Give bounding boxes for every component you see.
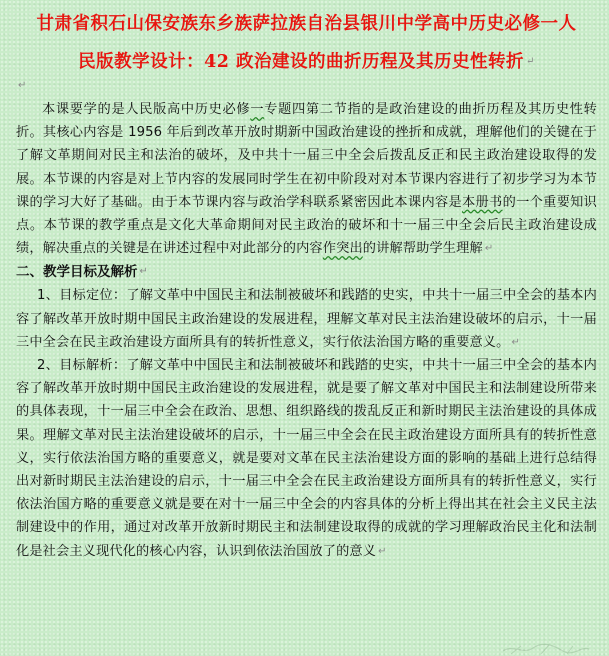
paragraph-mark-icon: ↵ — [378, 545, 387, 557]
spelling-flag: 一 — [250, 102, 265, 117]
intro-text-2: 专题四第二节指的是政治建设的曲折历程及其历史性转折。其核心内容是 1956 年后到改革开放时期新中国政治建设的挫折和成就，理解他们的关键在于了解文革期间对民主和法治的破坏，及中共十一届三中全会后拨乱反正和民主政治建设取得的发展。本节课的内容是对上节内容的发展同时学生在初中阶段对对本节课内容进行了初步学习为本节课的学习大好了基础。由于本节课内容与政治学科联系紧密因此本课内容是 — [16, 102, 597, 210]
objective-1-text: 1、目标定位：了解文革中中国民主和法制被破坏和践踏的史实，中共十一届三中全会的基本内容了解改革开放时期中国民主政治建设的发展进程，理解文革对民主法治建设破坏的启示，十一届三中全会在民主政治建设方面所具有的转折性意义，实行依法治国方略的重要意义。 — [16, 288, 597, 350]
spelling-flag: 作突出 — [322, 241, 363, 257]
paragraph-mark-icon: ↵ — [526, 56, 535, 67]
paragraph-mark-icon: ↵ — [511, 336, 521, 348]
paragraph-mark-icon: ↵ — [484, 243, 494, 255]
document-title — [16, 8, 597, 78]
objective-2-text: 2、目标解析：了解文革中中国民主和法制被破坏和践踏的史实，中共十一届三中全会的基本内容了解改革开放时期中国民主政治建设的发展进程，就是要了解文革对中国民主和法制建设所带来的具体表现，十一届三中全会在政治、思想、组织路线的拨乱反正和新时期民主法治建设的具体成果。理解文革对民主法治建设破坏的启示，十一届三中全会在民主政治建设方面所具有的转折性意义，实行依法治国方略的重要意义，就是要对文革在民主法治建设方面的影响的基础上进行总结得出对新时期民主法治建设的启示，十一届三中全会在民主政治建设方面所具有的转折性意义，实行依法治国方略的重要意义就是要在对十一届三中全会的内容具体的分析上得出其在社会主义民主法制建设中的作用，通过对改革开放新时期民主和法制建设取得的成就的学习理解政治民主化和法制化是社会主义现代化的核心内容，认识到依法治国放了的意义 — [16, 358, 597, 559]
section-heading — [16, 260, 597, 284]
spelling-flag: 本册书 — [462, 194, 503, 210]
objective-1-paragraph — [16, 284, 597, 354]
title-line-1: 甘肃省积石山保安族东乡族萨拉族自治县银川中学高中历史必修一人 — [36, 14, 577, 34]
intro-text-4: 的讲解帮助学生理解 — [362, 241, 483, 257]
objective-2-paragraph — [16, 354, 597, 563]
empty-paragraph — [16, 80, 597, 98]
intro-text-3: 的一个重要知识点。本节课的教学重点是文化大革命期间对民主政治的破坏和十一届三中全会后民主政治建设成绩，解决重点的关键是在讲述过程中对此部分的内容 — [16, 194, 597, 257]
section-heading-text: 二、教学目标及解析 — [16, 264, 138, 281]
paragraph-mark-icon: ↵ — [18, 80, 27, 91]
intro-paragraph — [16, 98, 597, 260]
paragraph-mark-icon: ↵ — [139, 266, 148, 278]
title-line-2 — [16, 46, 597, 78]
title-line-2-text: 民版教学设计：42 政治建设的曲折历程及其历史性转折 — [78, 52, 525, 72]
watermark-scribble-icon — [501, 642, 591, 656]
intro-text-1: 本课要学的是人民版高中历史必修 — [42, 102, 251, 117]
